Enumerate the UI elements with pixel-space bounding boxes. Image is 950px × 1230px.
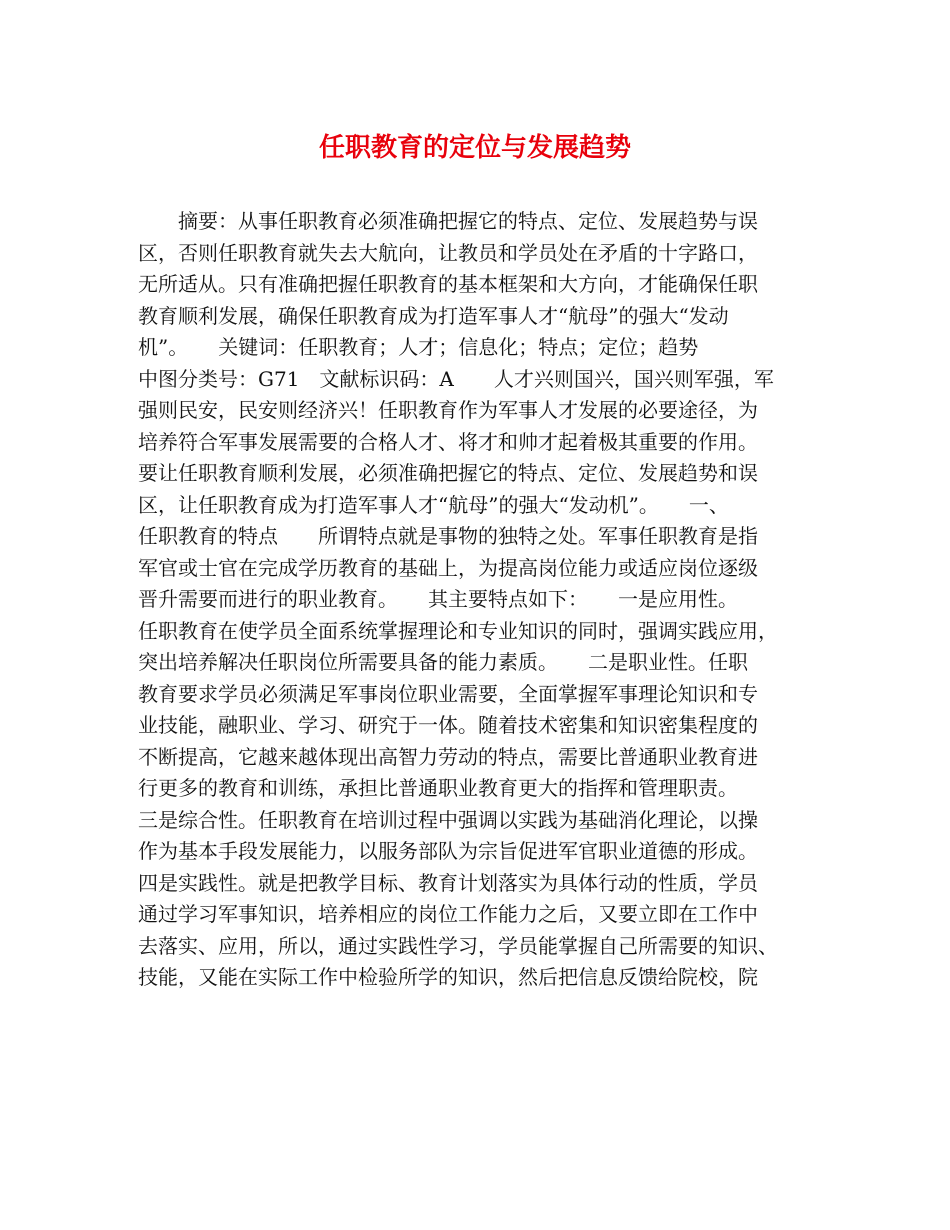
- body-line: 摘要：从事任职教育必须准确把握它的特点、定位、发展趋势与误: [138, 209, 758, 233]
- body-line: 业技能，融职业、学习、研究于一体。随着技术密集和知识密集程度的: [138, 713, 758, 737]
- body-line: 行更多的教育和训练，承担比普通职业教育更大的指挥和管理职责。: [138, 776, 738, 800]
- body-line: 任职教育在使学员全面系统掌握理论和专业知识的同时，强调实践应用，: [138, 618, 778, 643]
- body-line: 教育要求学员必须满足军事岗位职业需要，全面掌握军事理论知识和专: [138, 681, 758, 706]
- body-line: 技能，又能在实际工作中检验所学的知识，然后把信息反馈给院校，院: [138, 965, 758, 989]
- body-line: 不断提高，它越来越体现出高智力劳动的特点，需要比普通职业教育进: [138, 744, 758, 769]
- body-line: 三是综合性。任职教育在培训过程中强调以实践为基础消化理论，以操: [138, 807, 758, 832]
- document-title: 任职教育的定位与发展趋势: [318, 133, 631, 163]
- body-line: 军官或士官在完成学历教育的基础上，为提高岗位能力或适应岗位逐级: [138, 555, 758, 580]
- body-line: 培养符合军事发展需要的合格人才、将才和帅才起着极其重要的作用。: [138, 429, 758, 454]
- body-line: 晋升需要而进行的职业教育。 其主要特点如下： 一是应用性。: [138, 587, 738, 611]
- body-line: 四是实践性。就是把教学目标、教育计划落实为具体行动的性质，学员: [138, 870, 758, 895]
- body-line: 区，否则任职教育就失去大航向，让教员和学员处在矛盾的十字路口，: [138, 240, 758, 265]
- body-line: 无所适从。只有准确把握任职教育的基本框架和大方向，才能确保任职: [138, 272, 758, 296]
- body-line: 要让任职教育顺利发展，必须准确把握它的特点、定位、发展趋势和误: [138, 461, 758, 485]
- body-line: 教育顺利发展，确保任职教育成为打造军事人才“航母”的强大“发动: [138, 303, 729, 328]
- document-body: [138, 206, 818, 994]
- body-line: 突出培养解决任职岗位所需要具备的能力素质。 二是职业性。任职: [138, 650, 748, 674]
- body-line: 去落实、应用，所以，通过实践性学习，学员能掌握自己所需要的知识、: [138, 933, 778, 958]
- body-line: 通过学习军事知识，培养相应的岗位工作能力之后，又要立即在工作中: [138, 902, 758, 926]
- body-line: 区，让任职教育成为打造军事人才“航母”的强大“发动机”。 一、: [138, 492, 729, 517]
- body-line: 机”。 关键词：任职教育；人才；信息化；特点；定位；趋势: [138, 335, 699, 359]
- body-line: 强则民安，民安则经济兴！任职教育作为军事人才发展的必要途径，为: [138, 398, 758, 422]
- body-line: 任职教育的特点 所谓特点就是事物的独特之处。军事任职教育是指: [138, 524, 758, 548]
- body-line: 作为基本手段发展能力，以服务部队为宗旨促进军官职业道德的形成。: [138, 839, 758, 863]
- body-line: 中图分类号：G71 文献标识码：A 人才兴则国兴，国兴则军强，军: [138, 366, 774, 391]
